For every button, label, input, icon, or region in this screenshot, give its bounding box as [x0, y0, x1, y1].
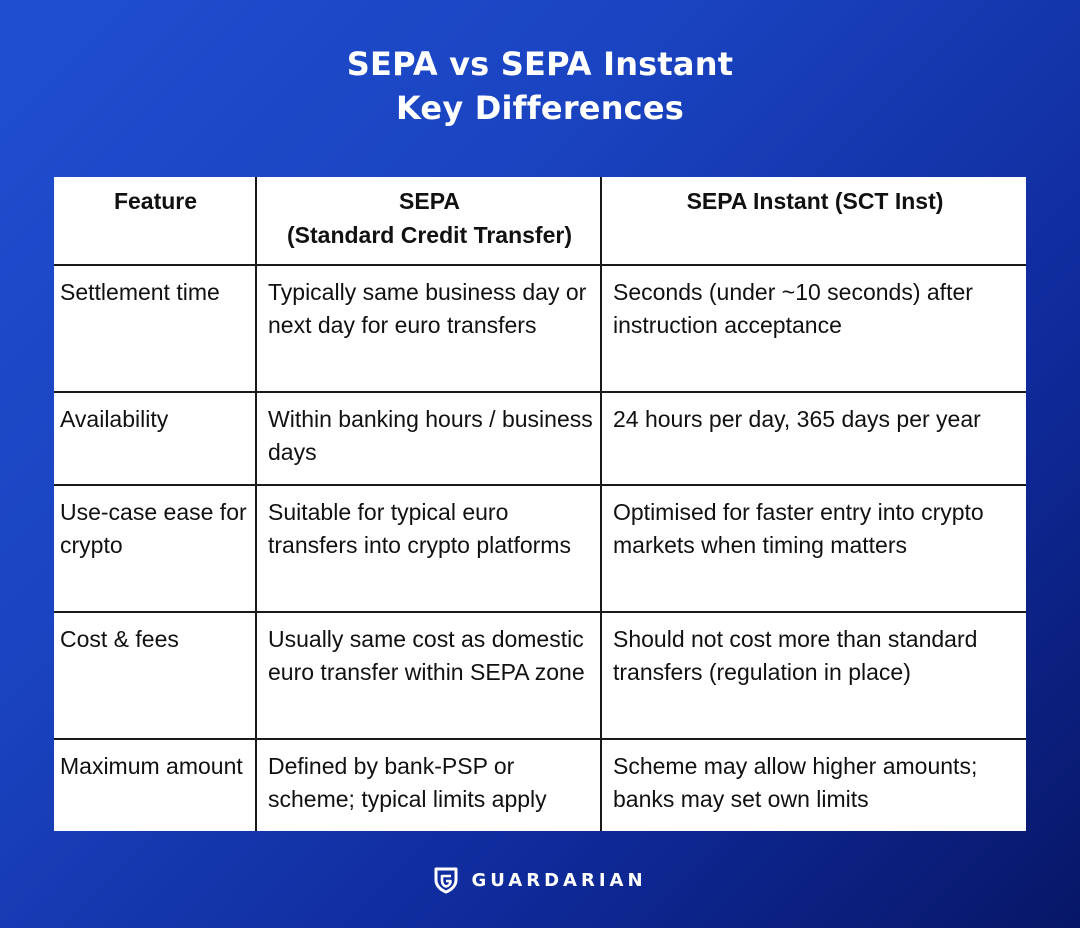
brand-name: GUARDARIAN — [471, 869, 647, 891]
cell-sepa: Typically same business day or next day for euro transfers — [256, 265, 601, 392]
cell-instant: 24 hours per day, 365 days per year — [601, 392, 1026, 485]
header-sepa — [256, 177, 601, 265]
header-feature: Feature — [54, 177, 256, 265]
title-line-2: Key Differences — [396, 89, 684, 127]
page-title — [0, 42, 1080, 130]
cell-sepa: Usually same cost as domestic euro transfer within SEPA zone — [256, 612, 601, 739]
cell-feature: Settlement time — [54, 265, 256, 392]
table-row — [54, 392, 1026, 485]
cell-instant: Scheme may allow higher amounts; banks may set own limits — [601, 739, 1026, 831]
header-sepa-line2: (Standard Credit Transfer) — [287, 222, 572, 248]
table-row — [54, 612, 1026, 739]
guardarian-shield-icon — [433, 866, 459, 894]
table-header-row — [54, 177, 1026, 265]
cell-feature: Availability — [54, 392, 256, 485]
cell-instant: Seconds (under ~10 seconds) after instruction acceptance — [601, 265, 1026, 392]
cell-feature: Use-case ease for crypto — [54, 485, 256, 612]
table-row — [54, 265, 1026, 392]
cell-sepa: Suitable for typical euro transfers into crypto platforms — [256, 485, 601, 612]
cell-sepa: Defined by bank-PSP or scheme; typical limits apply — [256, 739, 601, 831]
table-row — [54, 485, 1026, 612]
cell-feature: Maximum amount — [54, 739, 256, 831]
header-sepa-line1: SEPA — [399, 188, 460, 214]
cell-feature: Cost & fees — [54, 612, 256, 739]
comparison-table-container — [54, 177, 1026, 831]
cell-instant: Should not cost more than standard transfers (regulation in place) — [601, 612, 1026, 739]
comparison-table — [54, 177, 1026, 831]
header-sepa-instant: SEPA Instant (SCT Inst) — [601, 177, 1026, 265]
brand-footer — [0, 866, 1080, 894]
title-line-1: SEPA vs SEPA Instant — [346, 45, 734, 83]
cell-instant: Optimised for faster entry into crypto markets when timing matters — [601, 485, 1026, 612]
table-row — [54, 739, 1026, 831]
cell-sepa: Within banking hours / business days — [256, 392, 601, 485]
